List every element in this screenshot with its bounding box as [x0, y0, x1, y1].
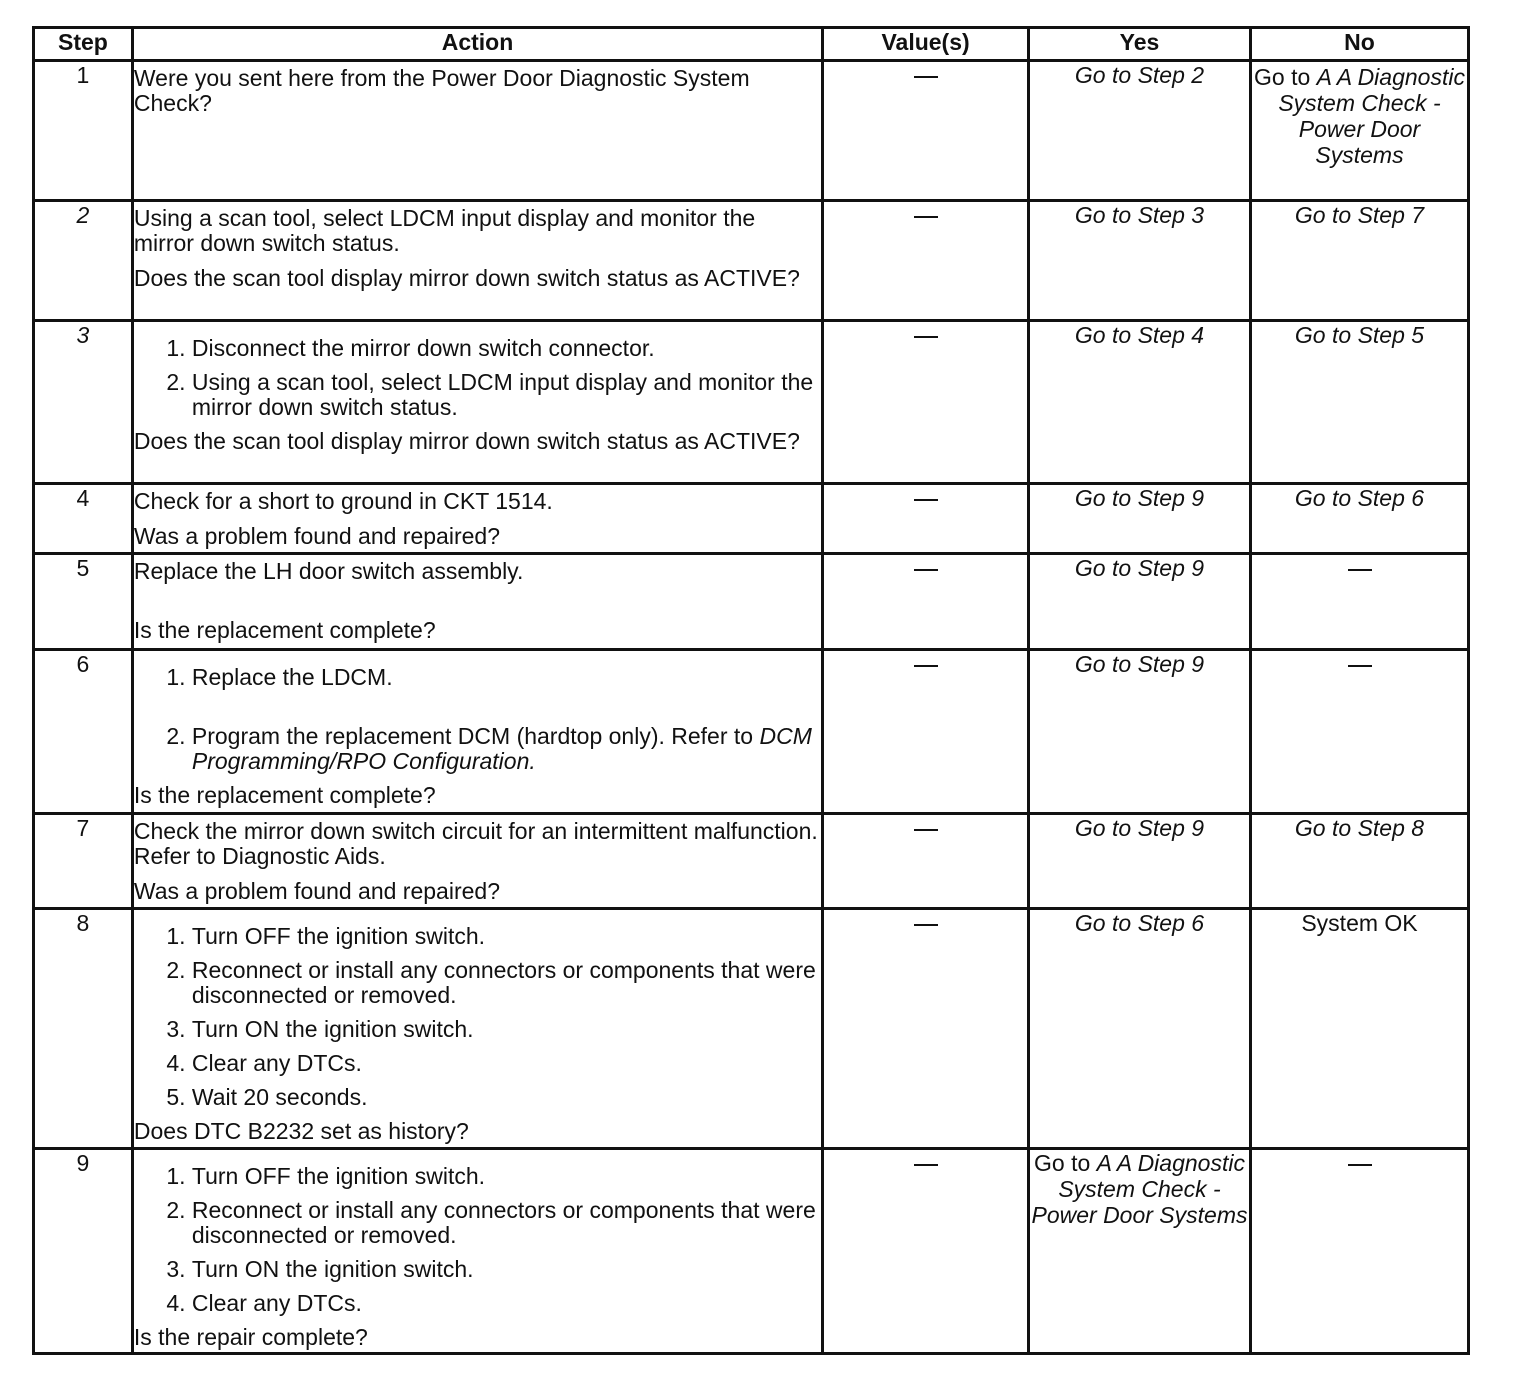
value-cell: [823, 1149, 1029, 1354]
list-item: 4. Clear any DTCs.: [192, 1051, 821, 1076]
action-cell: [132, 321, 822, 484]
list-item: 3. Turn ON the ignition switch.: [192, 1257, 821, 1282]
step-number: 5: [34, 554, 133, 650]
header-step: Step: [34, 28, 133, 61]
header-values: Value(s): [823, 28, 1029, 61]
yes-cell: Go to Step 3: [1029, 201, 1251, 321]
no-cell: [1251, 650, 1469, 814]
header-action: Action: [132, 28, 822, 61]
no-cell: [1251, 554, 1469, 650]
table-row: [34, 650, 1469, 814]
action-question: Was a problem found and repaired?: [133, 523, 500, 549]
list-item: 5. Wait 20 seconds.: [192, 1085, 821, 1110]
action-list: [134, 336, 821, 420]
value-cell: [823, 201, 1029, 321]
value-dash: [914, 829, 938, 831]
value-cell: [823, 484, 1029, 554]
table-row: [34, 814, 1469, 909]
action-cell: [132, 484, 822, 554]
list-item: 3. Turn ON the ignition switch.: [192, 1017, 821, 1042]
value-cell: [823, 321, 1029, 484]
action-question: Does the scan tool display mirror down switch status as ACTIVE?: [133, 428, 800, 454]
action-question: Is the replacement complete?: [133, 617, 436, 643]
header-no: No: [1251, 28, 1469, 61]
action-paragraph: Using a scan tool, select LDCM input display and monitor the mirror down switch status.: [133, 205, 756, 256]
value-cell: [823, 554, 1029, 650]
table-row: [34, 61, 1469, 201]
list-item-text: Program the replacement DCM (hardtop only). Refer to: [191, 723, 760, 749]
value-dash: [914, 499, 938, 501]
no-dash: [1348, 665, 1372, 667]
value-dash: [914, 569, 938, 571]
table-row: [34, 321, 1469, 484]
action-question: Does the scan tool display mirror down switch status as ACTIVE?: [133, 265, 800, 291]
step-number: 1: [34, 61, 133, 201]
yes-prefix: Go to: [1034, 1150, 1097, 1176]
value-dash: [914, 1164, 938, 1166]
value-dash: [914, 216, 938, 218]
list-item: 2. Reconnect or install any connectors or components that were disconnected or removed.: [192, 1198, 821, 1248]
action-cell: [132, 61, 822, 201]
action-paragraph: Replace the LH door switch assembly.: [133, 558, 524, 584]
action-question: Was a problem found and repaired?: [133, 878, 500, 904]
action-question: Is the replacement complete?: [133, 782, 436, 808]
yes-cell: [1029, 1149, 1251, 1354]
yes-cell: Go to Step 9: [1029, 814, 1251, 909]
no-cell: Go to Step 6: [1251, 484, 1469, 554]
value-dash: [914, 336, 938, 338]
step-number: 7: [34, 814, 133, 909]
action-cell: [132, 909, 822, 1149]
no-dash: [1348, 1164, 1372, 1166]
table-row: [34, 484, 1469, 554]
diagnostic-table: [32, 26, 1470, 1355]
action-list: [134, 924, 821, 1110]
no-cell: [1251, 61, 1469, 201]
step-number: 9: [34, 1149, 133, 1354]
action-question: Were you sent here from the Power Door Diagnostic System Check?: [133, 65, 750, 116]
value-dash: [914, 665, 938, 667]
table-row: [34, 554, 1469, 650]
no-reference: A A Diagnostic System Check - Power Door Systems: [1278, 64, 1465, 168]
yes-cell: Go to Step 9: [1029, 554, 1251, 650]
step-number: 3: [34, 321, 133, 484]
action-cell: [132, 1149, 822, 1354]
list-item: 1. Turn OFF the ignition switch.: [192, 1164, 821, 1189]
yes-cell: Go to Step 4: [1029, 321, 1251, 484]
step-number: 8: [34, 909, 133, 1149]
no-cell: System OK: [1251, 909, 1469, 1149]
yes-reference: A A Diagnostic System Check - Power Door Systems: [1031, 1150, 1248, 1228]
list-item: 4. Clear any DTCs.: [192, 1291, 821, 1316]
no-dash: [1348, 569, 1372, 571]
value-cell: [823, 650, 1029, 814]
action-list: [134, 1164, 821, 1316]
no-cell: [1251, 1149, 1469, 1354]
step-number: 2: [34, 201, 133, 321]
value-dash: [914, 76, 938, 78]
yes-cell: Go to Step 9: [1029, 484, 1251, 554]
action-cell: [132, 554, 822, 650]
list-item: 2. Using a scan tool, select LDCM input display and monitor the mirror down switch status.: [192, 370, 821, 420]
list-item: 1. Disconnect the mirror down switch connector.: [192, 336, 821, 361]
list-item: [192, 724, 821, 774]
yes-cell: Go to Step 2: [1029, 61, 1251, 201]
value-cell: [823, 909, 1029, 1149]
table-row: [34, 1149, 1469, 1354]
list-item: 1. Turn OFF the ignition switch.: [192, 924, 821, 949]
table-row: [34, 909, 1469, 1149]
value-dash: [914, 924, 938, 926]
action-paragraph: Check for a short to ground in CKT 1514.: [133, 488, 553, 514]
action-question: Is the repair complete?: [133, 1324, 368, 1350]
value-cell: [823, 814, 1029, 909]
step-number: 4: [34, 484, 133, 554]
header-yes: Yes: [1029, 28, 1251, 61]
action-question: Does DTC B2232 set as history?: [133, 1118, 469, 1144]
no-cell: Go to Step 5: [1251, 321, 1469, 484]
no-cell: Go to Step 8: [1251, 814, 1469, 909]
yes-cell: Go to Step 9: [1029, 650, 1251, 814]
action-paragraph: Check the mirror down switch circuit for an intermittent malfunction. Refer to Diagnostic Aids.: [133, 818, 818, 869]
action-cell: [132, 650, 822, 814]
list-item: 2. Reconnect or install any connectors or components that were disconnected or removed.: [192, 958, 821, 1008]
reference-link: DCM Programming/RPO Configuration.: [191, 723, 812, 774]
action-list: [134, 665, 821, 774]
yes-cell: Go to Step 6: [1029, 909, 1251, 1149]
step-number: 6: [34, 650, 133, 814]
header-row: [34, 28, 1469, 61]
action-cell: [132, 814, 822, 909]
no-prefix: Go to: [1254, 64, 1317, 90]
list-item: 1. Replace the LDCM.: [192, 665, 821, 690]
value-cell: [823, 61, 1029, 201]
action-cell: [132, 201, 822, 321]
table-row: [34, 201, 1469, 321]
no-cell: Go to Step 7: [1251, 201, 1469, 321]
